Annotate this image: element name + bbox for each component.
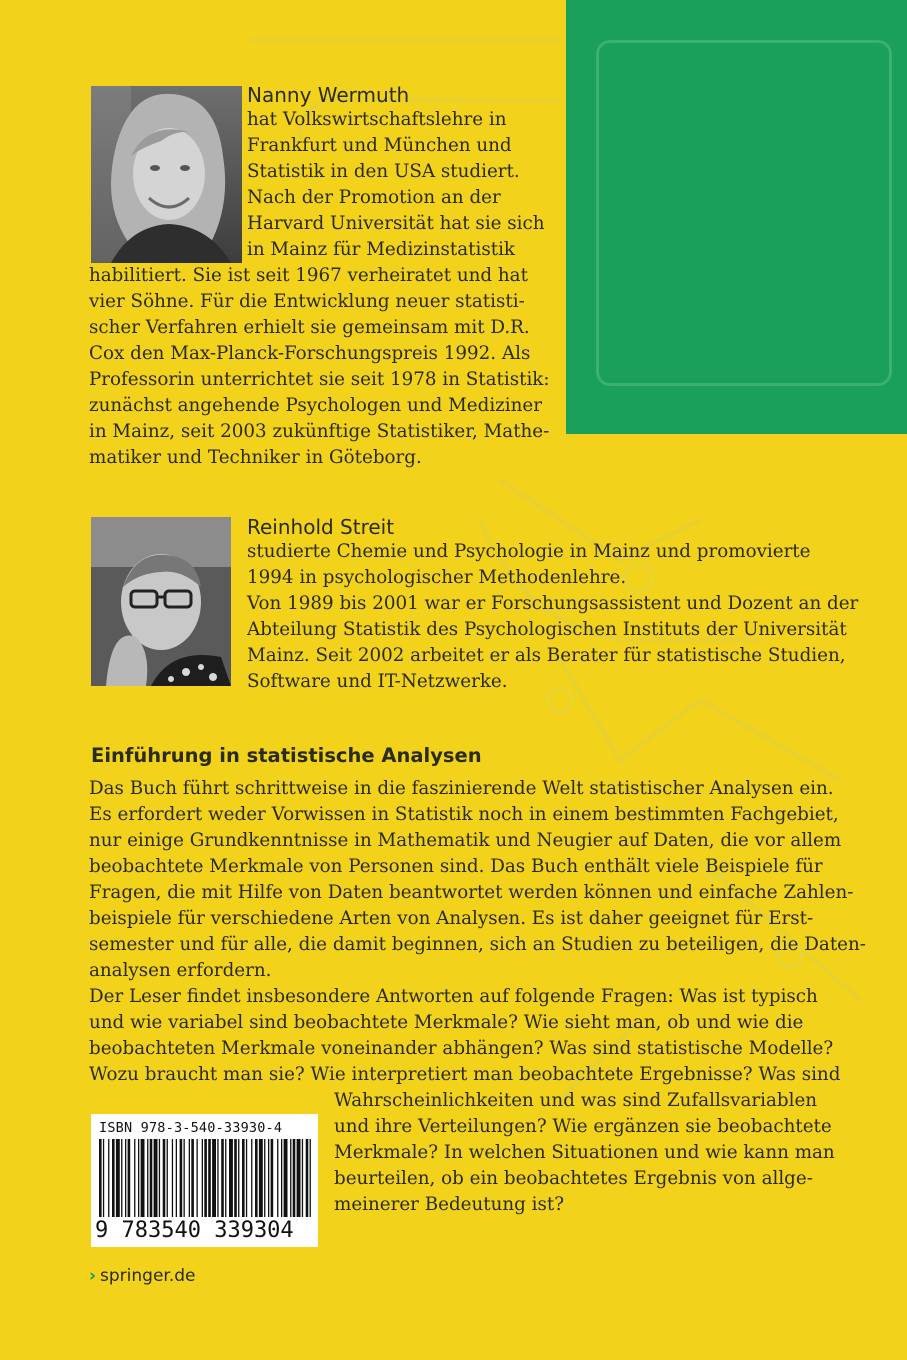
chevron-right-icon: › — [89, 1266, 97, 1286]
text-line: Mainz. Seit 2002 arbeitet er als Berater für statistische Studien, — [247, 645, 846, 666]
text-line: Wahrscheinlichkeiten und was sind Zufallsvariablen — [334, 1090, 818, 1111]
text-line: Wozu braucht man sie? Wie interpretiert man beobachtete Ergebnisse? Was sind — [89, 1064, 841, 1085]
text-line: Fragen, die mit Hilfe von Daten beantwortet werden können und einfache Zahlen- — [89, 882, 854, 903]
text-line: Merkmale? In welchen Situationen und wie kann man — [334, 1142, 835, 1163]
author-photo-wermuth — [91, 86, 242, 263]
text-line: vier Söhne. Für die Entwicklung neuer statisti- — [89, 291, 525, 312]
text-line: beurteilen, ob ein beobachtetes Ergebnis von allge- — [334, 1168, 813, 1189]
barcode-bars — [97, 1139, 312, 1219]
text-line: Statistik in den USA studiert. — [247, 161, 520, 182]
text-line: Frankfurt und München und — [247, 135, 512, 156]
text-line: und ihre Verteilungen? Wie ergänzen sie beobachtete — [334, 1116, 832, 1137]
isbn-barcode — [91, 1114, 318, 1247]
text-line: zunächst angehende Psychologen und Mediziner — [89, 395, 542, 416]
author-name-streit: Reinhold Streit — [247, 515, 395, 539]
text-line: Nach der Promotion an der — [247, 187, 501, 208]
text-line: 1994 in psychologischer Methodenlehre. — [247, 567, 627, 588]
publisher-website[interactable] — [89, 1266, 195, 1286]
text-line: matiker und Techniker in Göteborg. — [89, 447, 422, 468]
text-line: scher Verfahren erhielt sie gemeinsam mit D.R. — [89, 317, 530, 338]
text-line: in Mainz, seit 2003 zukünftige Statistiker, Mathe- — [89, 421, 550, 442]
text-line: in Mainz für Medizinstatistik — [247, 239, 516, 260]
barcode-digits: 9 783540 339304 — [95, 1218, 294, 1243]
text-line: hat Volkswirtschaftslehre in — [247, 109, 507, 130]
green-color-block — [566, 0, 907, 434]
text-line: Harvard Universität hat sie sich — [247, 213, 545, 234]
text-line: studierte Chemie und Psychologie in Mainz und promovierte — [247, 541, 811, 562]
text-line: nur einige Grundkenntnisse in Mathematik und Neugier auf Daten, die vor allem — [89, 830, 842, 851]
text-line: Abteilung Statistik des Psychologischen Instituts der Universität — [247, 619, 847, 640]
text-line: beobachtete Merkmale von Personen sind. Das Buch enthält viele Beispiele für — [89, 856, 823, 877]
text-line: habilitiert. Sie ist seit 1967 verheiratet und hat — [89, 265, 528, 286]
author-photo-streit — [91, 517, 231, 686]
author-name-wermuth: Nanny Wermuth — [247, 83, 410, 107]
text-line: und wie variabel sind beobachtete Merkmale? Wie sieht man, ob und wie die — [89, 1012, 804, 1033]
text-line: Von 1989 bis 2001 war er Forschungsassistent und Dozent an der — [247, 593, 859, 614]
publisher-website-label: springer.de — [100, 1266, 196, 1286]
isbn-label: ISBN 978-3-540-33930-4 — [99, 1120, 283, 1136]
text-line: meinerer Bedeutung ist? — [334, 1194, 565, 1215]
text-line: semester und für alle, die damit beginnen, sich an Studien zu beteiligen, die Daten- — [89, 934, 866, 955]
text-line: Das Buch führt schrittweise in die faszinierende Welt statistischer Analysen ein. — [89, 778, 834, 799]
text-line: beobachteten Merkmale voneinander abhängen? Was sind statistische Modelle? — [89, 1038, 834, 1059]
text-line: Professorin unterrichtet sie seit 1978 in Statistik: — [89, 369, 550, 390]
text-line: beispiele für verschiedene Arten von Analysen. Es ist daher geeignet für Erst- — [89, 908, 814, 929]
text-line: Cox den Max-Planck-Forschungspreis 1992. Als — [89, 343, 531, 364]
text-line: analysen erfordern. — [89, 960, 272, 981]
text-line: Der Leser findet insbesondere Antworten auf folgende Fragen: Was ist typisch — [89, 986, 818, 1007]
text-line: Software und IT-Netzwerke. — [247, 671, 508, 692]
book-section-heading: Einführung in statistische Analysen — [91, 744, 482, 767]
text-line: Es erfordert weder Vorwissen in Statistik noch in einem bestimmten Fachgebiet, — [89, 804, 839, 825]
